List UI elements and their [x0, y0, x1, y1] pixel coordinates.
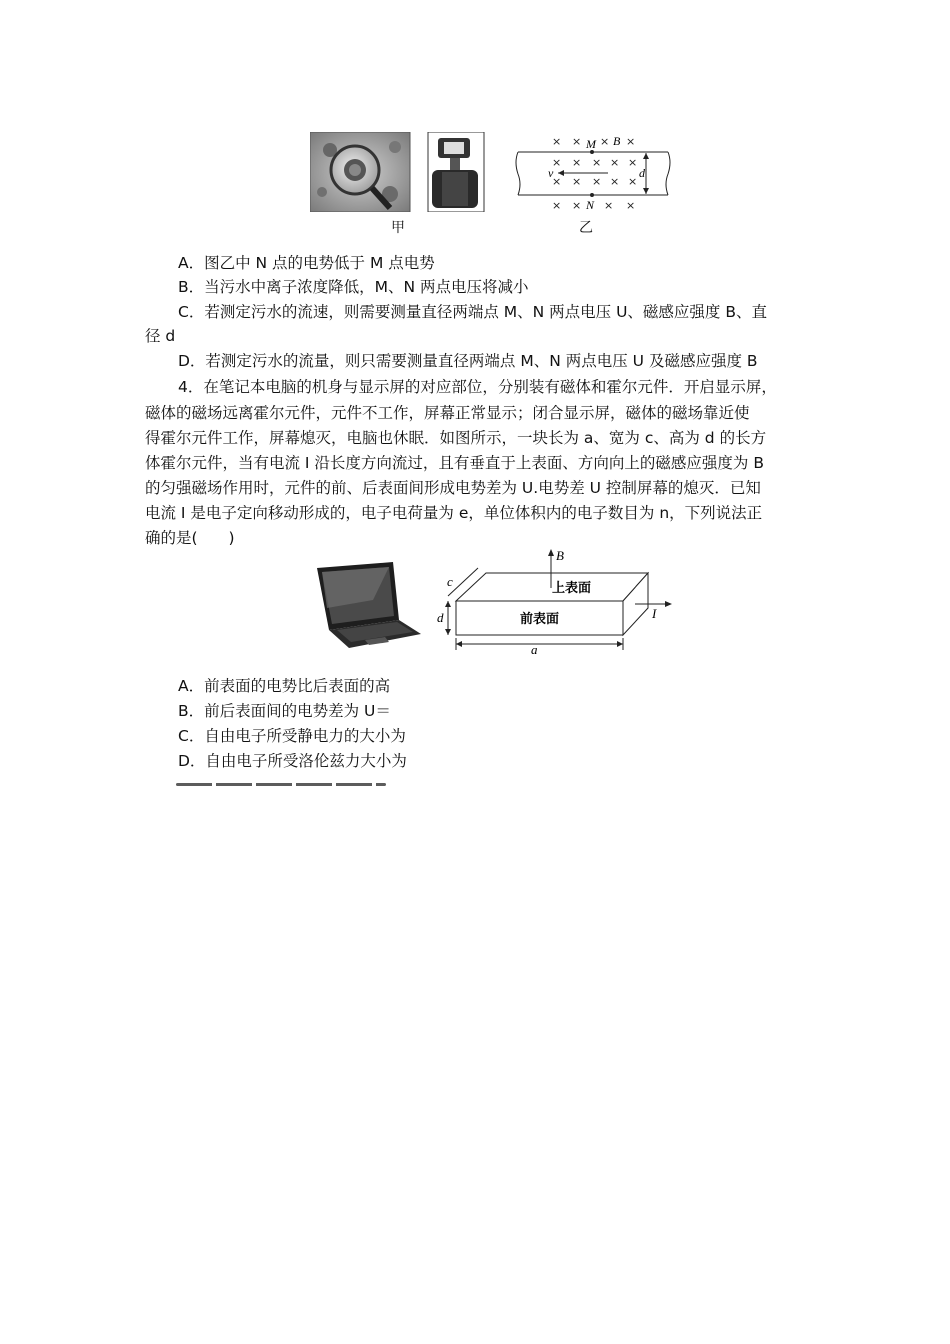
q4-stem-line1: 4．在笔记本电脑的机身与显示屏的对应部位，分别装有磁体和霍尔元件．开启显示屏，: [178, 378, 777, 396]
q3-option-c-line2: 径 d: [145, 327, 176, 345]
svg-text:×: ×: [626, 199, 636, 212]
label-B: B: [613, 134, 621, 148]
svg-text:×: ×: [552, 135, 562, 148]
q4-option-c: C．自由电子所受静电力的大小为: [178, 727, 406, 745]
label-d: d: [639, 166, 645, 180]
q4-option-d: D．自由电子所受洛伦兹力大小为: [178, 752, 407, 770]
svg-text:×: ×: [610, 175, 620, 188]
svg-text:×: ×: [572, 199, 582, 212]
label-c: c: [447, 574, 453, 589]
label-top-surface: 上表面: [552, 581, 592, 596]
label-I: I: [652, 606, 657, 621]
svg-text:×: ×: [628, 156, 638, 169]
page-cut-artifact: [176, 783, 386, 786]
svg-text:×: ×: [552, 175, 562, 188]
q4-stem-line4: 体霍尔元件，当有电流 I 沿长度方向流过，且有垂直于上表面、方向向上的磁感应强度为 B: [145, 454, 764, 472]
q4-stem-line2: 磁体的磁场远离霍尔元件，元件不工作，屏幕正常显示；闭合显示屏，磁体的磁场靠近使: [145, 404, 750, 422]
svg-text:×: ×: [572, 175, 582, 188]
svg-text:×: ×: [592, 175, 602, 188]
label-B: B: [556, 548, 564, 563]
laptop-icon: [313, 560, 423, 650]
q4-option-b: B．前后表面间的电势差为 U＝: [178, 702, 391, 720]
q3-option-a: A．图乙中 N 点的电势低于 M 点电势: [178, 254, 435, 272]
svg-text:×: ×: [552, 156, 562, 169]
label-N: N: [586, 198, 595, 212]
svg-text:×: ×: [572, 156, 582, 169]
svg-text:×: ×: [626, 135, 636, 148]
svg-text:×: ×: [628, 175, 638, 188]
figure-yi: [510, 132, 680, 214]
q4-stem-line3: 得霍尔元件工作，屏幕熄灭，电脑也休眠．如图所示，一块长为 a、宽为 c、高为 d 的长方: [145, 429, 767, 447]
label-front-surface: 前表面: [520, 612, 560, 627]
svg-text:×: ×: [610, 156, 620, 169]
label-d: d: [437, 610, 444, 625]
pipe-diagram: [510, 132, 680, 214]
q4-stem-line6: 电流 I 是电子定向移动形成的，电子电荷量为 e，单位体积内的电子数目为 n，下列说法正: [145, 504, 763, 522]
photo-virus-magnifier: [310, 132, 485, 212]
hall-element-figure: [430, 546, 680, 656]
figure-jia: [310, 132, 485, 212]
hall-element-diagram: [430, 546, 680, 656]
label-a: a: [531, 642, 538, 656]
label-M: M: [586, 137, 596, 151]
q3-option-b: B．当污水中离子浓度降低，M、N 两点电压将减小: [178, 278, 529, 296]
laptop-figure: [313, 560, 423, 650]
q3-option-d: D．若测定污水的流量，则只需要测量直径两端点 M、N 两点电压 U 及磁感应强度 B: [178, 352, 758, 370]
svg-text:×: ×: [592, 156, 602, 169]
q4-stem-line7: 确的是( ): [145, 529, 235, 547]
svg-text:×: ×: [552, 199, 562, 212]
q4-stem-line5: 的匀强磁场作用时，元件的前、后表面间形成电势差为 U.电势差 U 控制屏幕的熄灭．已知: [145, 479, 761, 497]
q4-option-a: A．前表面的电势比后表面的高: [178, 677, 391, 695]
label-v: v: [548, 166, 554, 180]
svg-text:×: ×: [604, 199, 614, 212]
caption-jia: 甲: [391, 220, 405, 236]
svg-text:×: ×: [572, 135, 582, 148]
q3-option-c-line1: C．若测定污水的流速，则需要测量直径两端点 M、N 两点电压 U、磁感应强度 B、直: [178, 303, 767, 321]
svg-text:×: ×: [600, 135, 610, 148]
caption-yi: 乙: [579, 220, 593, 236]
